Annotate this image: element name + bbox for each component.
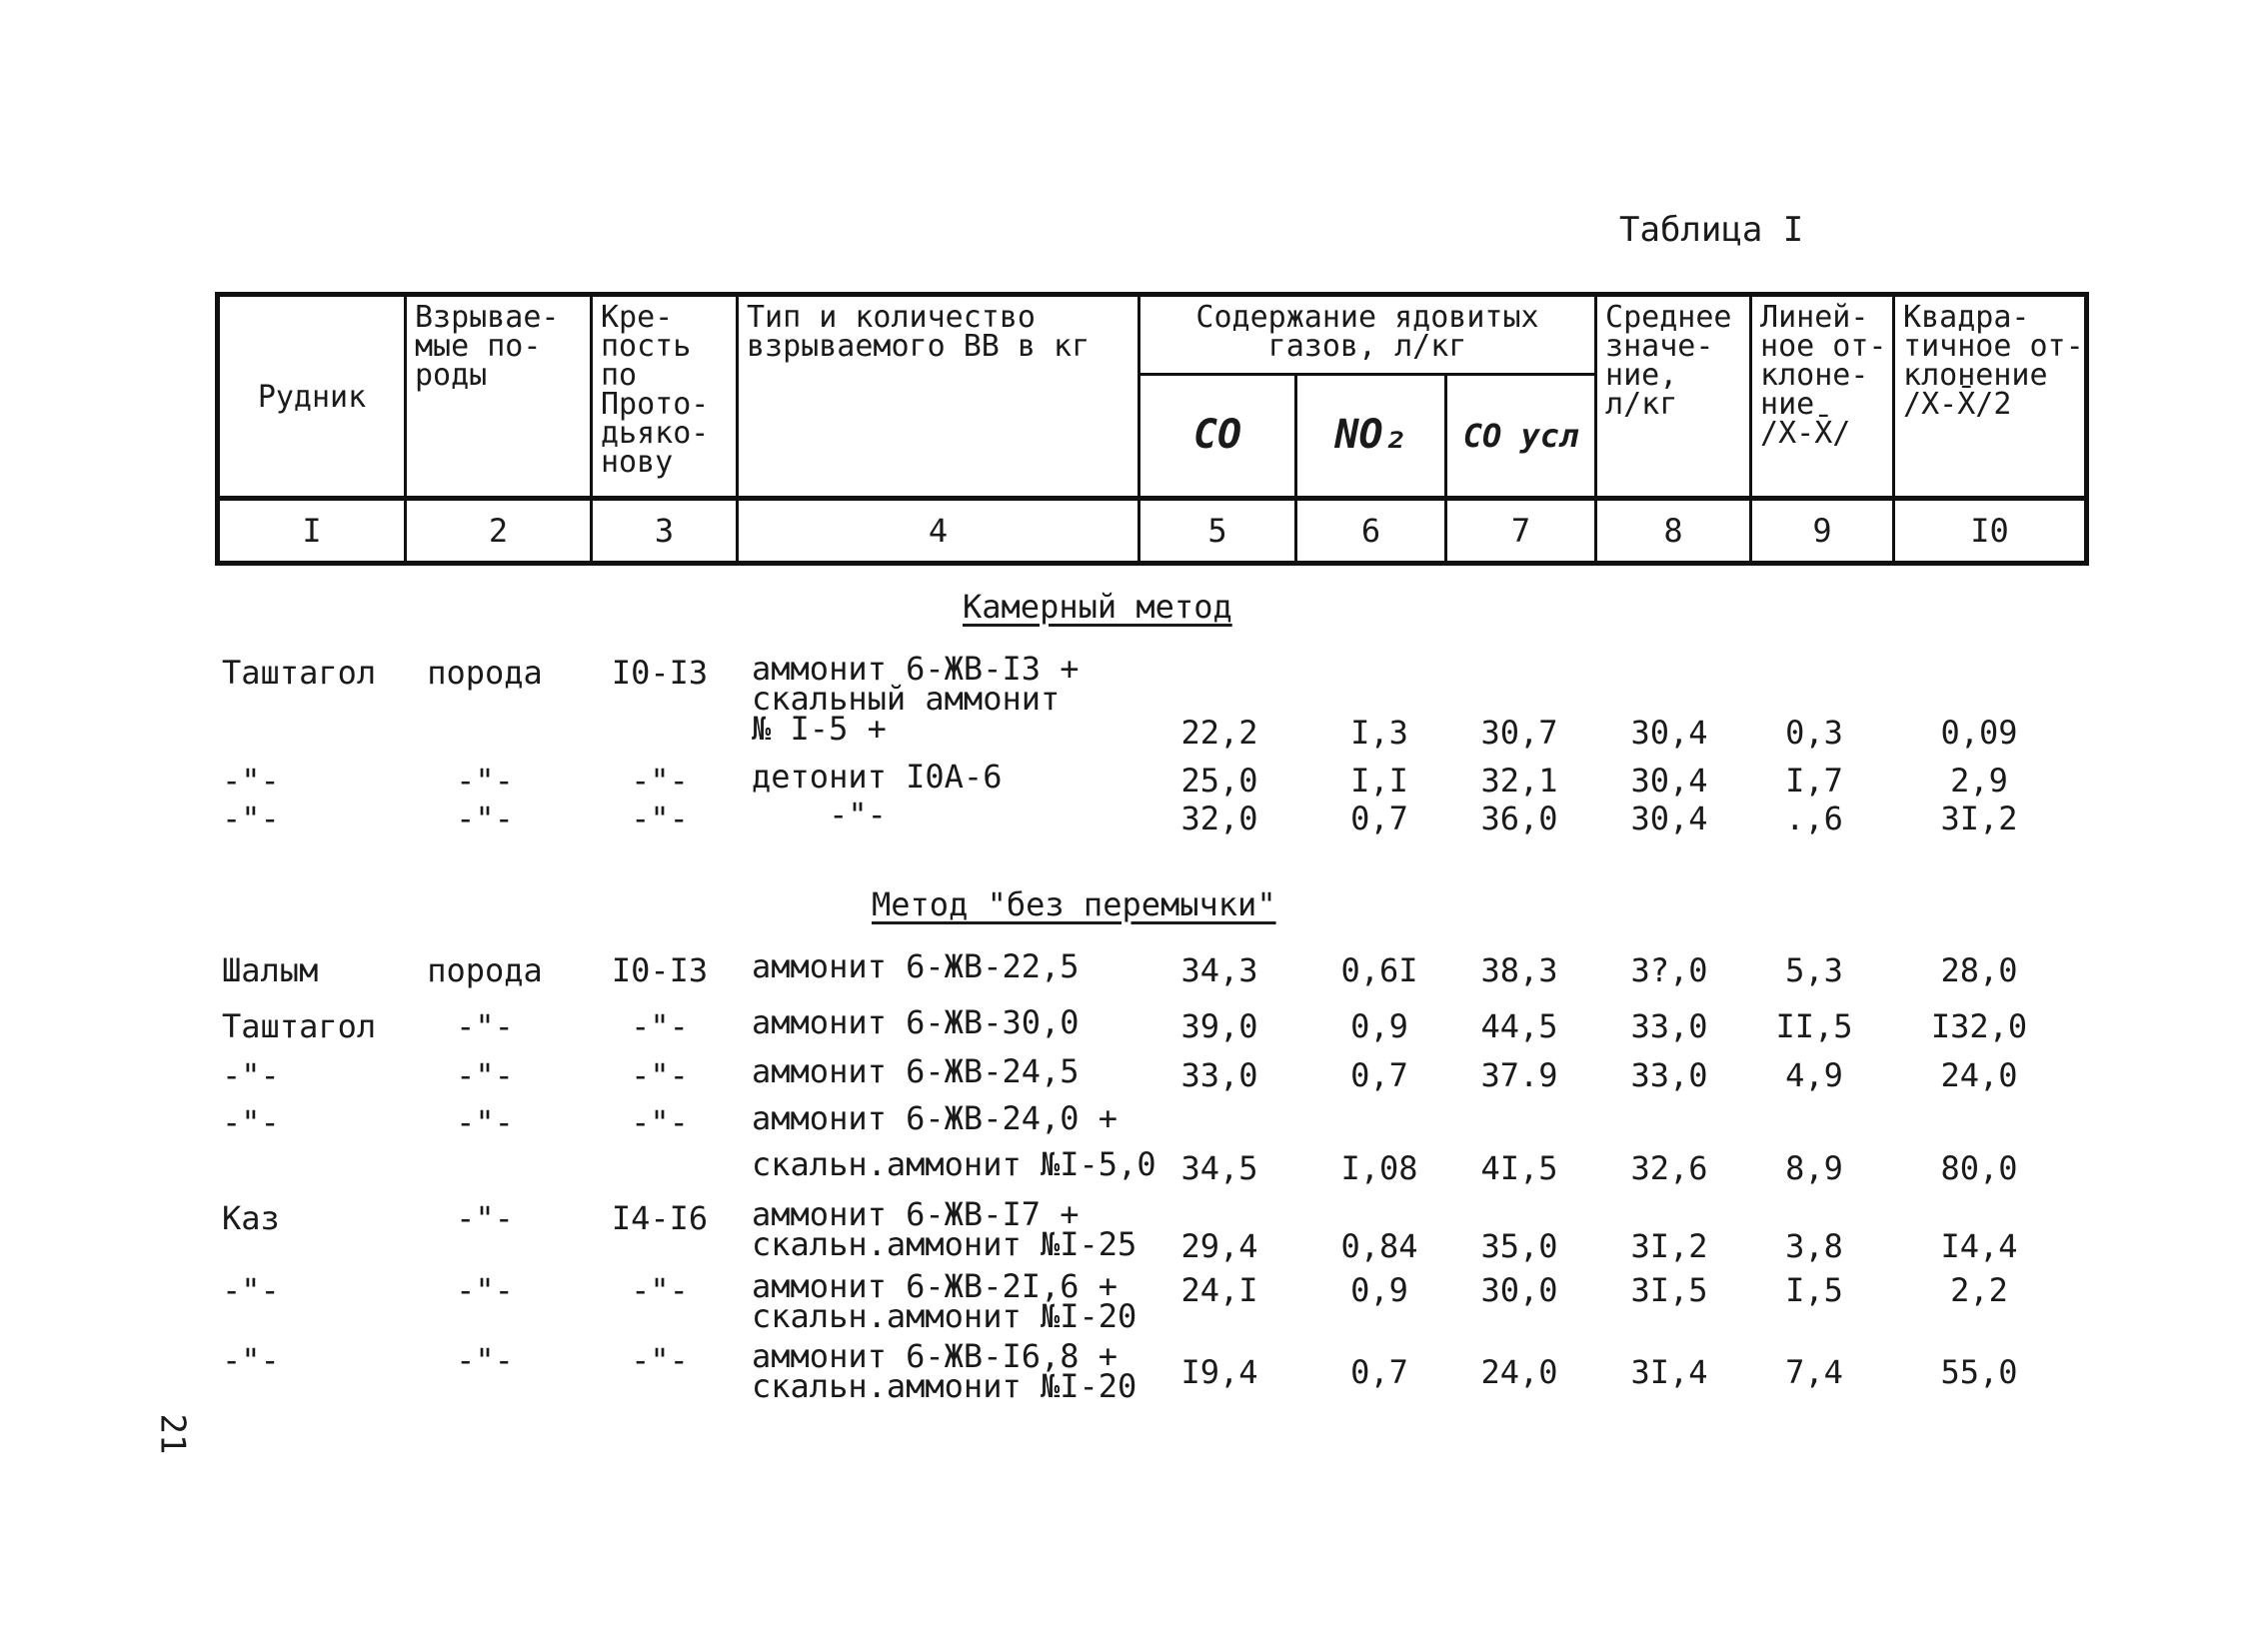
col-number: 7	[1446, 499, 1596, 564]
mine-cell: -"-	[222, 1341, 280, 1379]
no2-cell: 0,7	[1350, 800, 1408, 837]
header-no2-text: NO₂	[1334, 412, 1407, 458]
header-explosive-text: Тип и количество взрываемого ВВ в кг	[747, 300, 1091, 364]
square-dev-cell: 3I,2	[1940, 800, 2018, 837]
square-dev-cell: 28,0	[1940, 951, 2018, 989]
rock-cell: -"-	[456, 1056, 514, 1094]
header-rock-text: Взрывае- мые по- роды	[415, 300, 560, 393]
strength-cell: -"-	[631, 800, 689, 837]
section-title-no-bridge: Метод "без перемычки"	[872, 885, 1276, 923]
explosive-cell: скальн.аммонит №I-5,0	[752, 1145, 1156, 1183]
header-strength	[592, 295, 738, 499]
explosive-cell: аммонит 6-ЖВ-30,0	[752, 1003, 1080, 1041]
strength-cell: -"-	[631, 1007, 689, 1045]
header-square-dev	[1894, 295, 2087, 499]
strength-cell: I4-I6	[611, 1199, 709, 1237]
no2-cell: I,I	[1350, 762, 1408, 800]
col-number: I	[218, 499, 406, 564]
average-cell: 33,0	[1630, 1007, 1708, 1045]
co-cell: 34,5	[1180, 1149, 1258, 1187]
header-number-row	[218, 499, 2087, 564]
section-title-chamber: Камерный метод	[963, 588, 1232, 626]
average-cell: 30,4	[1630, 714, 1708, 752]
linear-dev-cell: 5,3	[1785, 951, 1843, 989]
no2-cell: 0,7	[1350, 1056, 1408, 1094]
co-usl-cell: 37.9	[1480, 1056, 1558, 1094]
mine-cell: -"-	[222, 1103, 280, 1141]
square-dev-cell: 2,2	[1950, 1271, 2008, 1309]
linear-dev-cell: 7,4	[1785, 1353, 1843, 1391]
average-cell: 32,6	[1630, 1149, 1708, 1187]
col-number: 8	[1596, 499, 1751, 564]
square-dev-cell: 2,9	[1950, 762, 2008, 800]
header-rock	[406, 295, 592, 499]
co-usl-cell: 36,0	[1480, 800, 1558, 837]
header-no2	[1296, 375, 1446, 499]
col-number: 2	[406, 499, 592, 564]
mine-cell: Таштагол	[222, 654, 377, 692]
average-cell: 30,4	[1630, 762, 1708, 800]
rock-cell: -"-	[456, 800, 514, 837]
co-usl-cell: 44,5	[1480, 1007, 1558, 1045]
co-cell: 39,0	[1180, 1007, 1258, 1045]
co-usl-cell: 38,3	[1480, 951, 1558, 989]
linear-dev-cell: 4,9	[1785, 1056, 1843, 1094]
co-cell: I9,4	[1180, 1353, 1258, 1391]
rock-cell: -"-	[456, 1341, 514, 1379]
mine-cell: Таштагол	[222, 1007, 377, 1045]
col-number: 5	[1139, 499, 1296, 564]
rock-cell: порода	[427, 951, 543, 989]
header-square-text: Квадра- тичное от- клонение /X-X̄/2	[1903, 300, 2084, 422]
linear-dev-cell: .,6	[1785, 800, 1843, 837]
header-explosive	[738, 295, 1139, 499]
explosive-cell: аммонит 6-ЖВ-22,5	[752, 947, 1080, 985]
rock-cell: -"-	[456, 1271, 514, 1309]
co-cell: 25,0	[1180, 762, 1258, 800]
co-usl-cell: 24,0	[1480, 1353, 1558, 1391]
col-number: 4	[738, 499, 1139, 564]
no2-cell: 0,84	[1340, 1227, 1418, 1265]
explosive-cell: аммонит 6-ЖВ-I3 + скальный аммонит № I-5 +	[752, 650, 1080, 748]
square-dev-cell: 0,09	[1940, 714, 2018, 752]
no2-cell: I,08	[1340, 1149, 1418, 1187]
col-number: 9	[1751, 499, 1894, 564]
average-cell: 33,0	[1630, 1056, 1708, 1094]
co-cell: 32,0	[1180, 800, 1258, 837]
explosive-cell: -"-	[752, 796, 887, 833]
header-co	[1139, 375, 1296, 499]
header-strength-text: Кре- пость по Прото- дьяко- нову	[601, 300, 710, 480]
strength-cell: -"-	[631, 1103, 689, 1141]
strength-cell: -"-	[631, 762, 689, 800]
linear-dev-cell: 3,8	[1785, 1227, 1843, 1265]
rock-cell: -"-	[456, 1199, 514, 1237]
header-mine-text: Рудник	[257, 380, 367, 415]
header-co-usl	[1446, 375, 1596, 499]
square-dev-cell: I32,0	[1930, 1007, 2028, 1045]
linear-dev-cell: II,5	[1775, 1007, 1853, 1045]
no2-cell: 0,7	[1350, 1353, 1408, 1391]
linear-dev-cell: I,5	[1785, 1271, 1843, 1309]
header-mine	[218, 295, 406, 499]
explosive-cell: аммонит 6-ЖВ-24,5	[752, 1052, 1080, 1090]
co-cell: 22,2	[1180, 714, 1258, 752]
mine-cell: -"-	[222, 1056, 280, 1094]
rock-cell: -"-	[456, 762, 514, 800]
mine-cell: Каз	[222, 1199, 280, 1237]
linear-dev-cell: I,7	[1785, 762, 1843, 800]
table-caption: Таблица I	[1619, 210, 1804, 250]
header-average-text: Среднее значе- ние, л/кг	[1605, 300, 1732, 422]
col-number: 6	[1296, 499, 1446, 564]
square-dev-cell: I4,4	[1940, 1227, 2018, 1265]
co-usl-cell: 4I,5	[1480, 1149, 1558, 1187]
explosive-cell: аммонит 6-ЖВ-I7 + скальн.аммонит №I-25	[752, 1195, 1137, 1263]
co-cell: 33,0	[1180, 1056, 1258, 1094]
rock-cell: -"-	[456, 1103, 514, 1141]
header-gas-content	[1139, 295, 1596, 375]
linear-dev-cell: 0,3	[1785, 714, 1843, 752]
no2-cell: 0,6I	[1340, 951, 1418, 989]
explosive-cell: аммонит 6-ЖВ-24,0 +	[752, 1099, 1119, 1137]
col-number: 3	[592, 499, 738, 564]
header-average	[1596, 295, 1751, 499]
header-co-usl-text: CO усл	[1462, 417, 1579, 455]
mine-cell: -"-	[222, 800, 280, 837]
strength-cell: I0-I3	[611, 654, 709, 692]
square-dev-cell: 24,0	[1940, 1056, 2018, 1094]
mine-cell: -"-	[222, 762, 280, 800]
co-usl-cell: 30,0	[1480, 1271, 1558, 1309]
header-linear-dev	[1751, 295, 1894, 499]
strength-cell: -"-	[631, 1271, 689, 1309]
average-cell: 3I,5	[1630, 1271, 1708, 1309]
square-dev-cell: 80,0	[1940, 1149, 2018, 1187]
no2-cell: I,3	[1350, 714, 1408, 752]
explosive-cell: аммонит 6-ЖВ-2I,6 + скальн.аммонит №I-20	[752, 1267, 1137, 1335]
co-usl-cell: 30,7	[1480, 714, 1558, 752]
header-gas-text: Содержание ядовитых газов, л/кг	[1195, 300, 1539, 364]
header-co-text: CO	[1192, 412, 1242, 458]
table-header	[215, 292, 2089, 566]
co-cell: 24,I	[1180, 1271, 1258, 1309]
page-number: 21	[152, 1413, 193, 1455]
co-usl-cell: 32,1	[1480, 762, 1558, 800]
strength-cell: -"-	[631, 1056, 689, 1094]
col-number: I0	[1894, 499, 2087, 564]
square-dev-cell: 55,0	[1940, 1353, 2018, 1391]
strength-cell: I0-I3	[611, 951, 709, 989]
average-cell: 3I,4	[1630, 1353, 1708, 1391]
strength-cell: -"-	[631, 1341, 689, 1379]
average-cell: 3?,0	[1630, 951, 1708, 989]
co-cell: 34,3	[1180, 951, 1258, 989]
co-cell: 29,4	[1180, 1227, 1258, 1265]
mine-cell: Шалым	[222, 951, 319, 989]
average-cell: 30,4	[1630, 800, 1708, 837]
no2-cell: 0,9	[1350, 1007, 1408, 1045]
header-linear-text: Линей- ное от- клоне- ние /X-X̄/	[1760, 300, 1887, 451]
explosive-cell: аммонит 6-ЖВ-I6,8 + скальн.аммонит №I-20	[752, 1337, 1137, 1405]
average-cell: 3I,2	[1630, 1227, 1708, 1265]
co-usl-cell: 35,0	[1480, 1227, 1558, 1265]
mine-cell: -"-	[222, 1271, 280, 1309]
no2-cell: 0,9	[1350, 1271, 1408, 1309]
linear-dev-cell: 8,9	[1785, 1149, 1843, 1187]
rock-cell: -"-	[456, 1007, 514, 1045]
explosive-cell: детонит I0А-6	[752, 758, 1003, 796]
rock-cell: порода	[427, 654, 543, 692]
